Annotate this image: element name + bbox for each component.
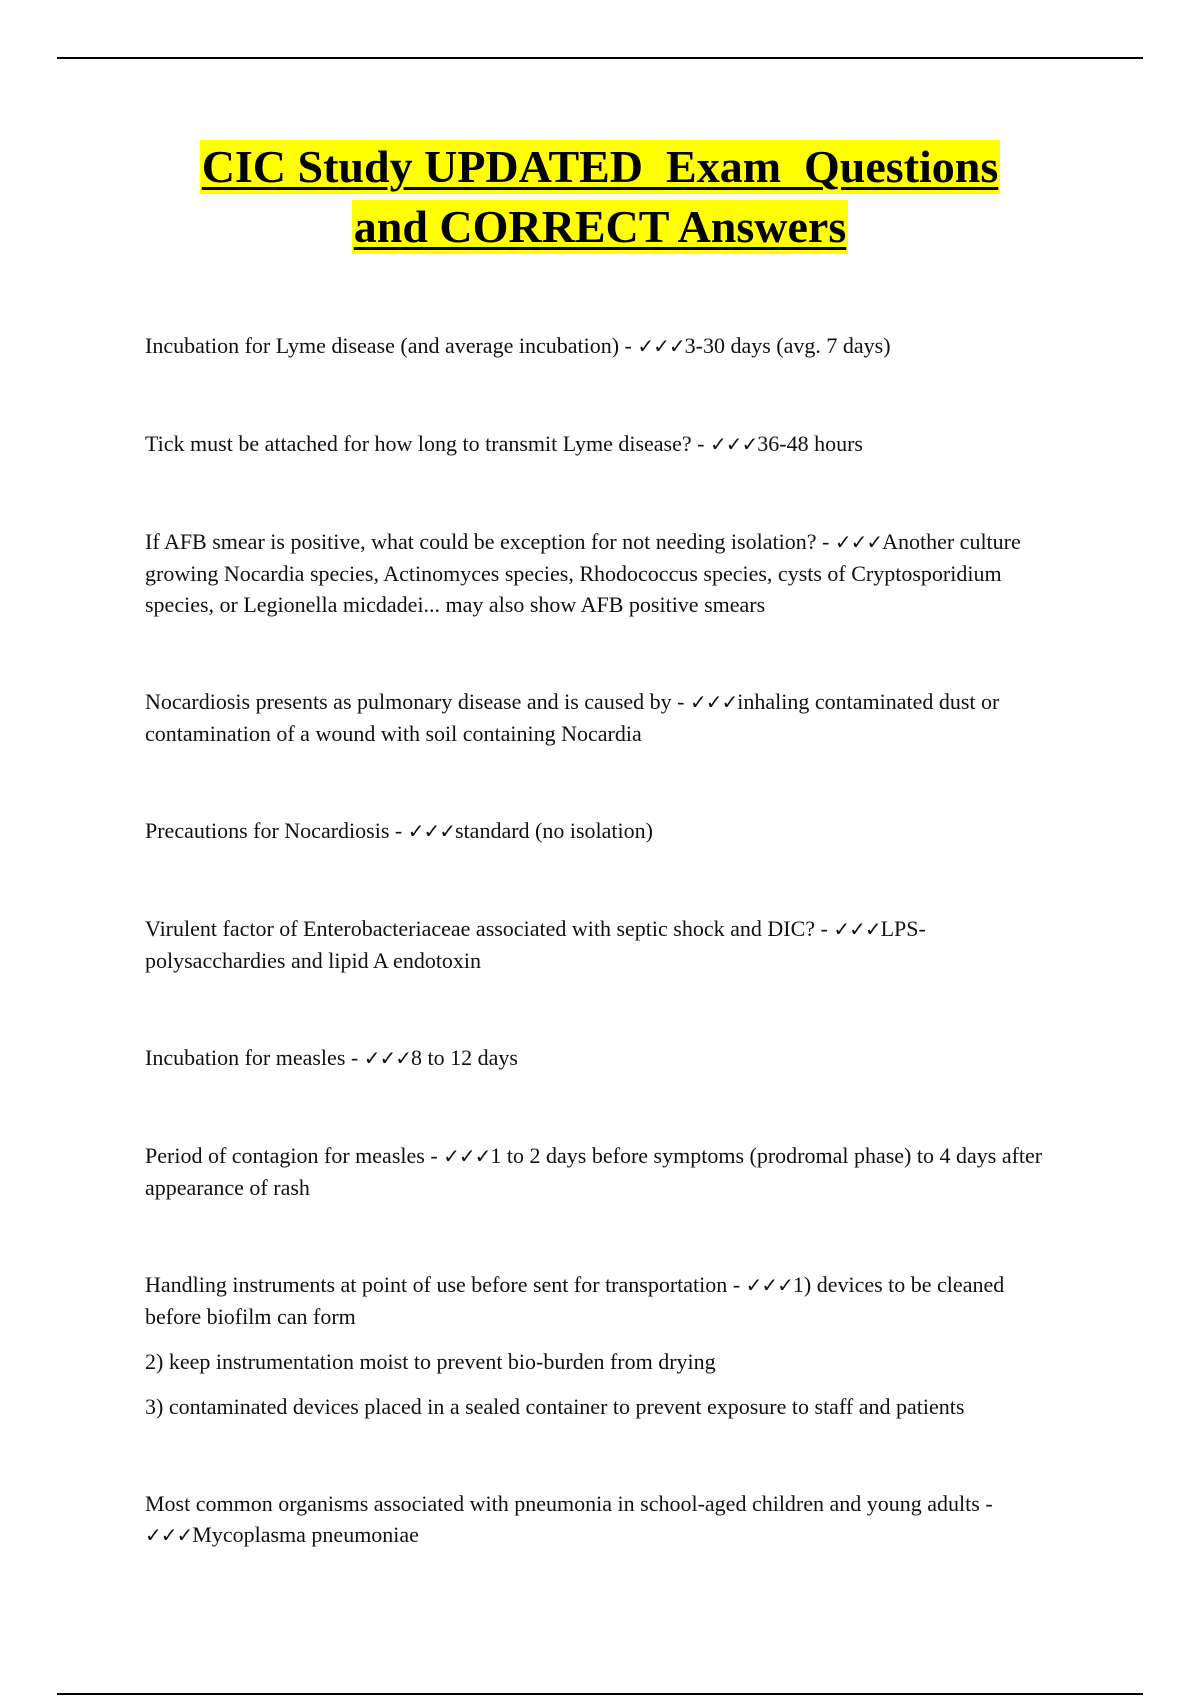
question-text: If AFB smear is positive, what could be exception for not needing isolation? - xyxy=(145,529,835,554)
qa-text xyxy=(145,815,1065,847)
checkmark-icon: ✓✓✓ xyxy=(637,334,685,358)
qa-text xyxy=(145,913,1065,976)
qa-item xyxy=(145,1269,1065,1422)
question-text: Most common organisms associated with pneumonia in school-aged children and young adults - xyxy=(145,1491,993,1516)
answer-text: 8 to 12 days xyxy=(410,1045,518,1070)
qa-text xyxy=(145,526,1065,620)
question-text: Period of contagion for measles - xyxy=(145,1143,444,1168)
checkmark-icon: ✓✓✓ xyxy=(689,690,738,714)
document-title xyxy=(0,140,1200,254)
answer-continuation: 3) contaminated devices placed in a sealed container to prevent exposure to staff and patients xyxy=(145,1394,965,1419)
checkmark-icon: ✓✓✓ xyxy=(407,819,455,843)
question-text: Handling instruments at point of use before sent for transportation - xyxy=(145,1272,746,1297)
qa-text xyxy=(145,1042,1065,1074)
top-rule xyxy=(57,57,1143,59)
title-line-1: CIC Study UPDATED Exam Questions xyxy=(201,141,999,192)
bottom-rule xyxy=(57,1693,1143,1695)
checkmark-icon: ✓✓✓ xyxy=(363,1046,411,1070)
answer-text: 3-30 days (avg. 7 days) xyxy=(684,333,891,358)
title-line-2: and CORRECT Answers xyxy=(353,201,847,252)
checkmark-icon: ✓✓✓ xyxy=(443,1144,491,1168)
qa-item xyxy=(145,1140,1065,1203)
answer-text: inhaling contaminated dust or contamination of a wound with soil containing Nocardia xyxy=(145,689,1000,746)
question-text: Virulent factor of Enterobacteriaceae associated with septic shock and DIC? - xyxy=(145,916,834,941)
question-text: Tick must be attached for how long to transmit Lyme disease? - xyxy=(145,431,710,456)
qa-item xyxy=(145,1042,1065,1074)
question-text: Precautions for Nocardiosis - xyxy=(145,818,408,843)
checkmark-icon: ✓✓✓ xyxy=(745,1273,793,1297)
checkmark-icon: ✓✓✓ xyxy=(833,917,881,941)
qa-item xyxy=(145,913,1065,976)
checkmark-icon: ✓✓✓ xyxy=(145,1523,193,1547)
qa-item xyxy=(145,686,1065,749)
checkmark-icon: ✓✓✓ xyxy=(709,432,758,456)
answer-text: LPS-polysacchardies and lipid A endotoxin xyxy=(145,916,926,973)
qa-item xyxy=(145,330,1065,362)
question-text: Incubation for Lyme disease (and average incubation) - xyxy=(145,333,638,358)
answer-text: 1 to 2 days before symptoms (prodromal phase) to 4 days after appearance of rash xyxy=(145,1143,1043,1200)
answer-text: Another culture growing Nocardia species, Actinomyces species, Rhodococcus species, cysts of Cryptosporidium species, or Legionella micdadei... may also show AFB positive smears xyxy=(145,529,1021,617)
qa-list xyxy=(145,330,1065,1617)
qa-text xyxy=(145,1140,1065,1203)
qa-item xyxy=(145,428,1065,460)
qa-item xyxy=(145,526,1065,620)
checkmark-icon: ✓✓✓ xyxy=(834,530,883,554)
answer-continuation: 2) keep instrumentation moist to prevent bio-burden from drying xyxy=(145,1349,716,1374)
qa-item xyxy=(145,815,1065,847)
qa-text xyxy=(145,428,1065,460)
question-text: Incubation for measles - xyxy=(145,1045,364,1070)
answer-text: 36-48 hours xyxy=(757,431,863,456)
qa-text xyxy=(145,330,1065,362)
qa-text xyxy=(145,1269,1065,1332)
qa-item xyxy=(145,1488,1065,1551)
answer-text: Mycoplasma pneumoniae xyxy=(192,1522,419,1547)
answer-text: 1) devices to be cleaned before biofilm can form xyxy=(145,1272,1005,1329)
qa-text xyxy=(145,1488,1065,1551)
answer-text: standard (no isolation) xyxy=(455,818,653,843)
question-text: Nocardiosis presents as pulmonary disease and is caused by - xyxy=(145,689,690,714)
qa-text xyxy=(145,686,1065,749)
